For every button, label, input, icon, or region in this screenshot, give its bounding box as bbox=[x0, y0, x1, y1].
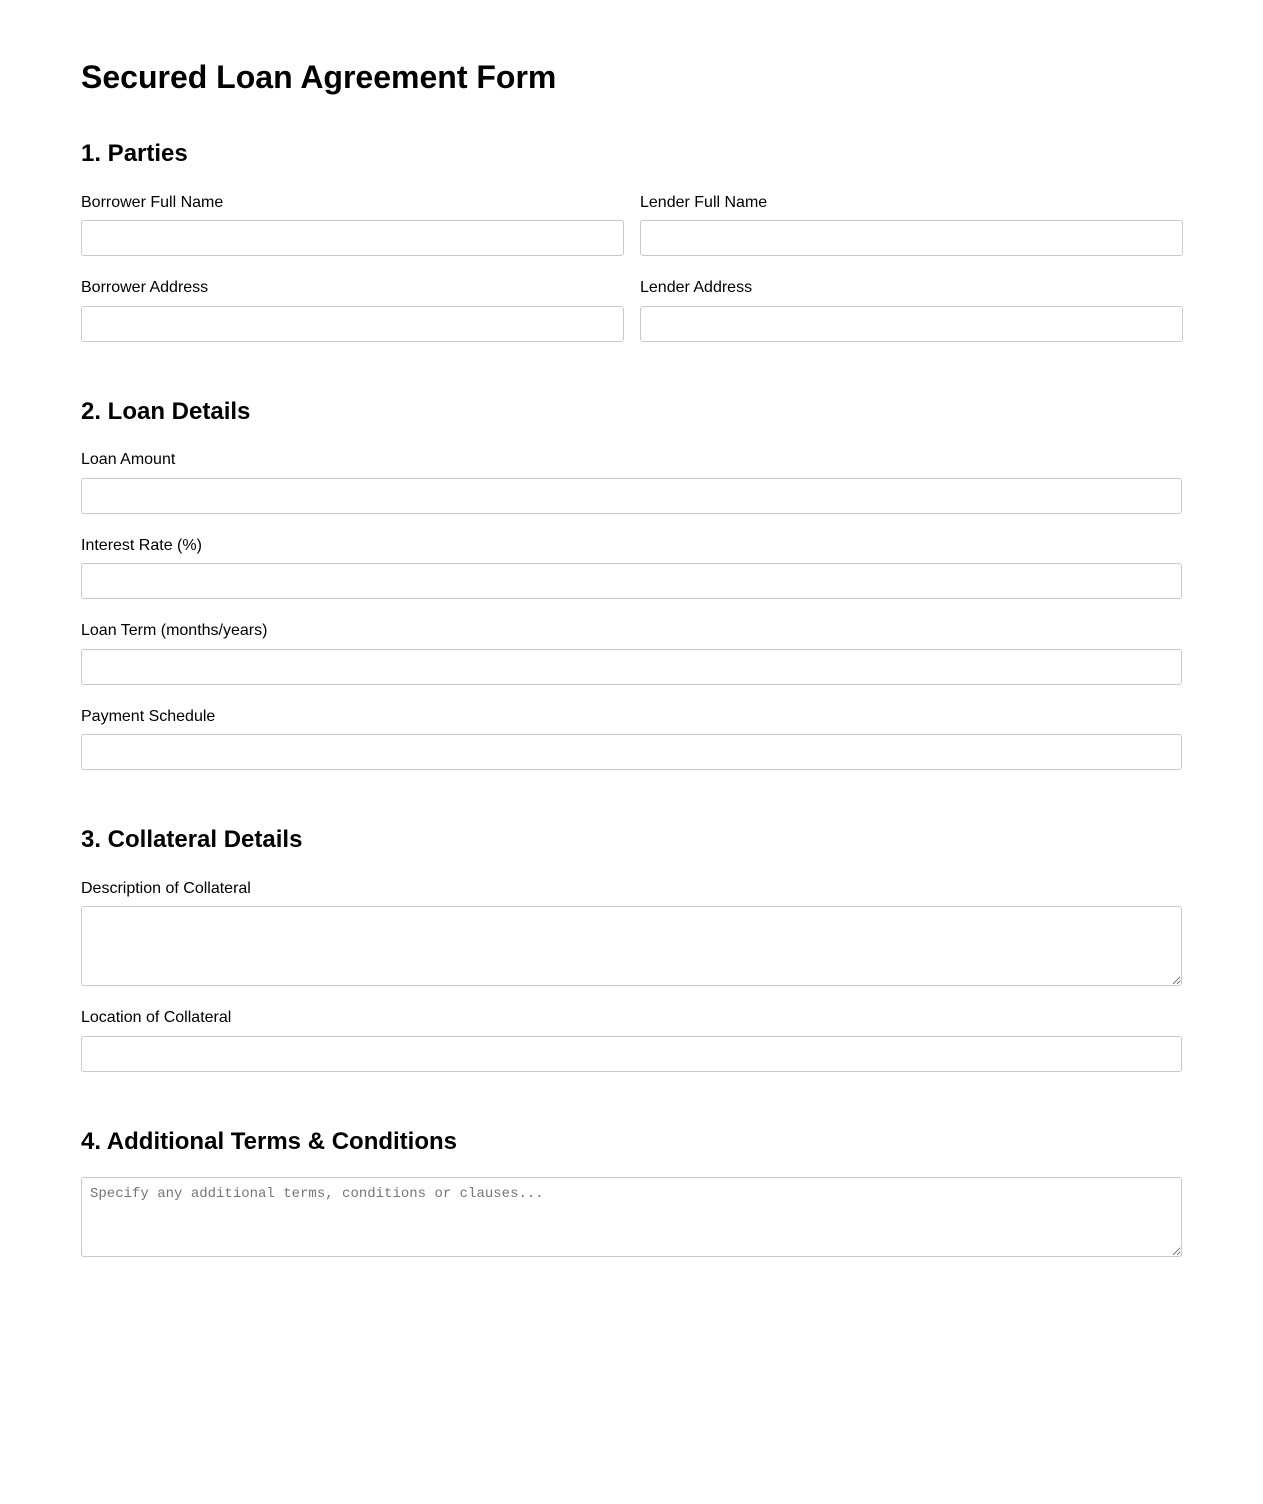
lender-name-label: Lender Full Name bbox=[640, 194, 768, 211]
collateral-description-label: Description of Collateral bbox=[81, 880, 251, 897]
collateral-location-label: Location of Collateral bbox=[81, 1009, 232, 1026]
loan-term-input[interactable] bbox=[81, 649, 1182, 685]
section-heading-collateral: 3. Collateral Details bbox=[81, 826, 303, 853]
section-heading-parties: 1. Parties bbox=[81, 140, 188, 167]
lender-address-input[interactable] bbox=[640, 306, 1183, 342]
payment-schedule-input[interactable] bbox=[81, 734, 1182, 770]
borrower-name-label: Borrower Full Name bbox=[81, 194, 224, 211]
section-heading-loan-details: 2. Loan Details bbox=[81, 398, 251, 425]
loan-amount-label: Loan Amount bbox=[81, 451, 176, 468]
borrower-address-label: Borrower Address bbox=[81, 279, 209, 296]
loan-term-label: Loan Term (months/years) bbox=[81, 622, 268, 639]
payment-schedule-label: Payment Schedule bbox=[81, 708, 216, 725]
borrower-name-input[interactable] bbox=[81, 220, 624, 256]
loan-amount-input[interactable] bbox=[81, 478, 1182, 514]
page-title: Secured Loan Agreement Form bbox=[81, 59, 557, 95]
lender-name-input[interactable] bbox=[640, 220, 1183, 256]
interest-rate-label: Interest Rate (%) bbox=[81, 537, 202, 554]
lender-address-label: Lender Address bbox=[640, 279, 753, 296]
section-heading-additional-terms: 4. Additional Terms & Conditions bbox=[81, 1128, 458, 1155]
collateral-location-input[interactable] bbox=[81, 1036, 1182, 1072]
borrower-address-input[interactable] bbox=[81, 306, 624, 342]
collateral-description-textarea[interactable] bbox=[81, 906, 1182, 986]
additional-terms-textarea[interactable] bbox=[81, 1177, 1182, 1257]
interest-rate-input[interactable] bbox=[81, 563, 1182, 599]
